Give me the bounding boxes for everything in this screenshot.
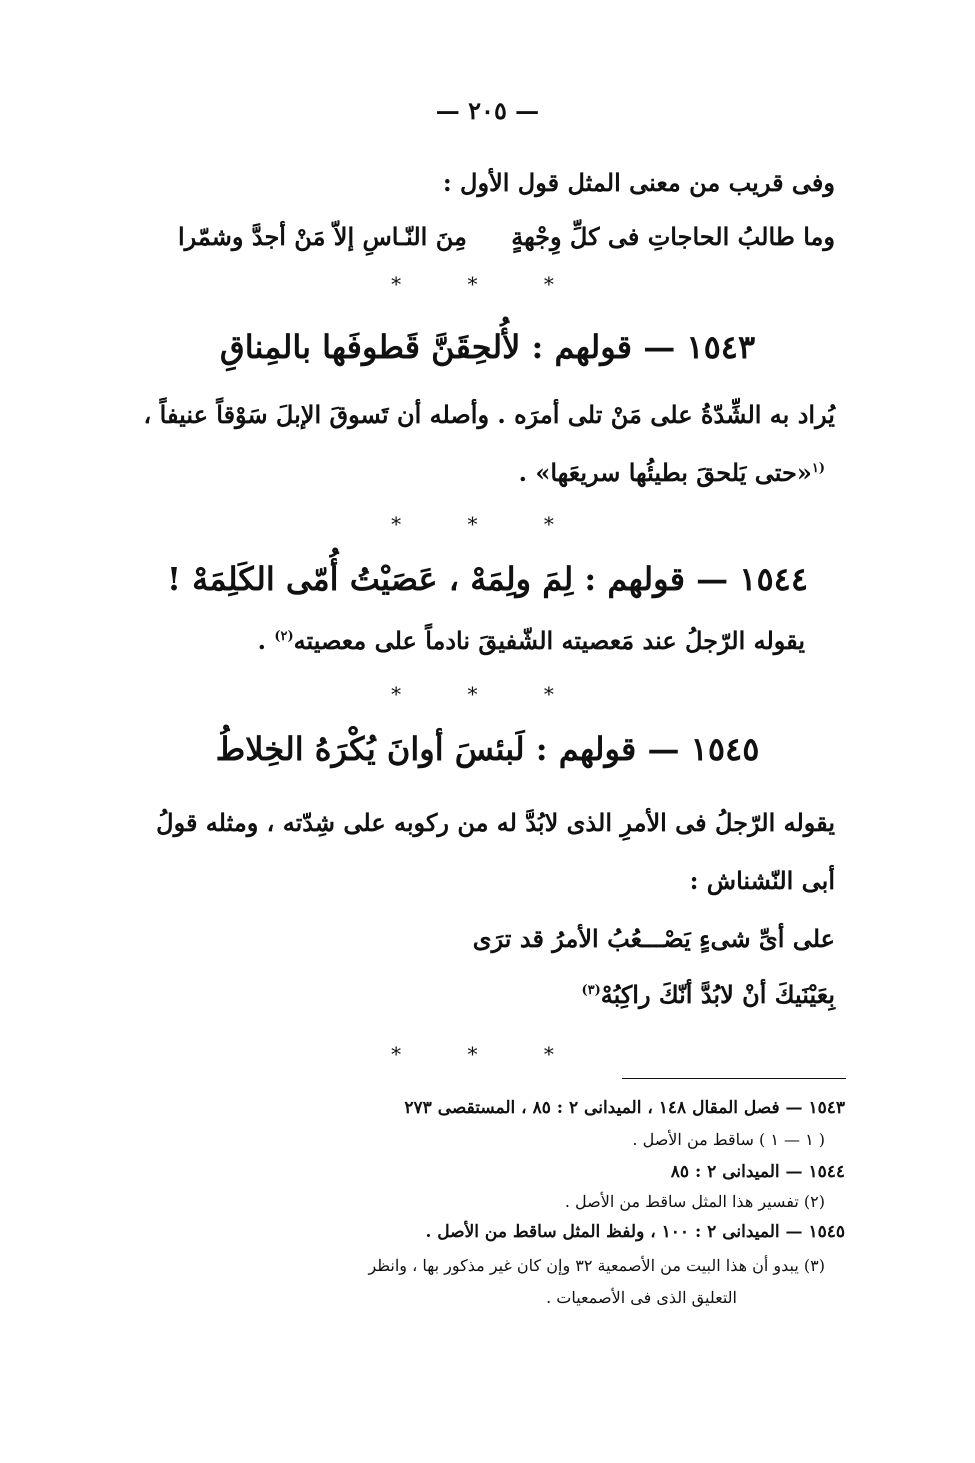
footnote-note-3-line1: (٣) يبدو أن هذا البيت من الأصمعية ٣٢ وإن كان غير مذكور بها ، وانظر [368,1256,825,1275]
footnote-1545: ١٥٤٥ — الميدانى ٢ : ١٠٠ ، ولفظ المثل ساقط من الأصل . [425,1222,845,1242]
separator-stars: * * * [391,682,584,706]
footnote-1543: ١٥٤٣ — فصل المقال ١٤٨ ، الميدانى ٢ : ٨٥ ، المستقصى ٢٧٣ [404,1098,845,1118]
heading-1543: ١٥٤٣ — قولهم : لأُلحِقَنَّ قَطوفَها بالمِناقِ [219,328,756,366]
verse1-first-hemistich: وما طالبُ الحاجاتِ فى كلِّ وِجْهةٍ [511,222,835,251]
footnote-rule [622,1078,846,1079]
verse1-second-hemistich: مِنَ النّـاسِ إلاّ مَنْ أجدَّ وشمّرا [178,222,467,251]
page-number: — ٢٠٥ — [435,96,540,125]
heading-1545: ١٥٤٥ — قولهم : لَبئسَ أوانَ يُكْرَهُ الخِلاطُ [215,730,760,768]
body-1543-line1: يُراد به الشِّدّةُ على مَنْ تلى أمرَه . وأصله أن تَسوقَ الإبلَ سَوْقاً عنيفاً ، [143,400,835,429]
separator-stars: * * * [391,1042,584,1066]
separator-stars: * * * [391,272,584,296]
verse2-line2: بِعَيْنَيكَ أنْ لابُدَّ أنّكَ راكِبُهْ$^{(٣)}$ [581,980,835,1009]
footnote-note-1: ( ١ — ١ ) ساقط من الأصل . [632,1130,825,1149]
heading-1544: ١٥٤٤ — قولهم : لِمَ ولِمَهْ ، عَصَيْتُ أُمّى الكَلِمَهْ ! [166,560,809,598]
body-1545-line1: يقوله الرّجلُ فى الأمرِ الذى لابُدَّ له من ركوبه على شِدّته ، ومثله قولُ [156,808,835,837]
footnote-mark-2: (٢) [274,629,294,644]
body-1544: يقوله الرّجلُ عند مَعصيته الشّفيقَ نادماً على معصيته$^{(٢)}$ . [257,626,805,655]
body-1545-line2: أبى النّشناش : [689,866,835,895]
footnote-1544: ١٥٤٤ — الميدانى ٢ : ٨٥ [670,1162,845,1182]
intro-line: وفى قريب من معنى المثل قول الأول : [442,168,835,197]
verse2-line1: على أىِّ شىءٍ يَصْـــعُبُ الأمرُ قد ترَى [472,924,835,953]
footnote-mark-3: (٣) [581,983,601,998]
separator-stars: * * * [391,512,584,536]
body-1543-line2: $^{(١}$«حتى يَلحقَ بطيئُها سريعَها» . [518,458,825,487]
footnote-mark-1: (١ [811,461,825,476]
footnote-note-3-line2: التعليق الذى فى الأصمعيات . [546,1288,737,1307]
footnote-note-2: (٢) تفسير هذا المثل ساقط من الأصل . [564,1192,825,1211]
